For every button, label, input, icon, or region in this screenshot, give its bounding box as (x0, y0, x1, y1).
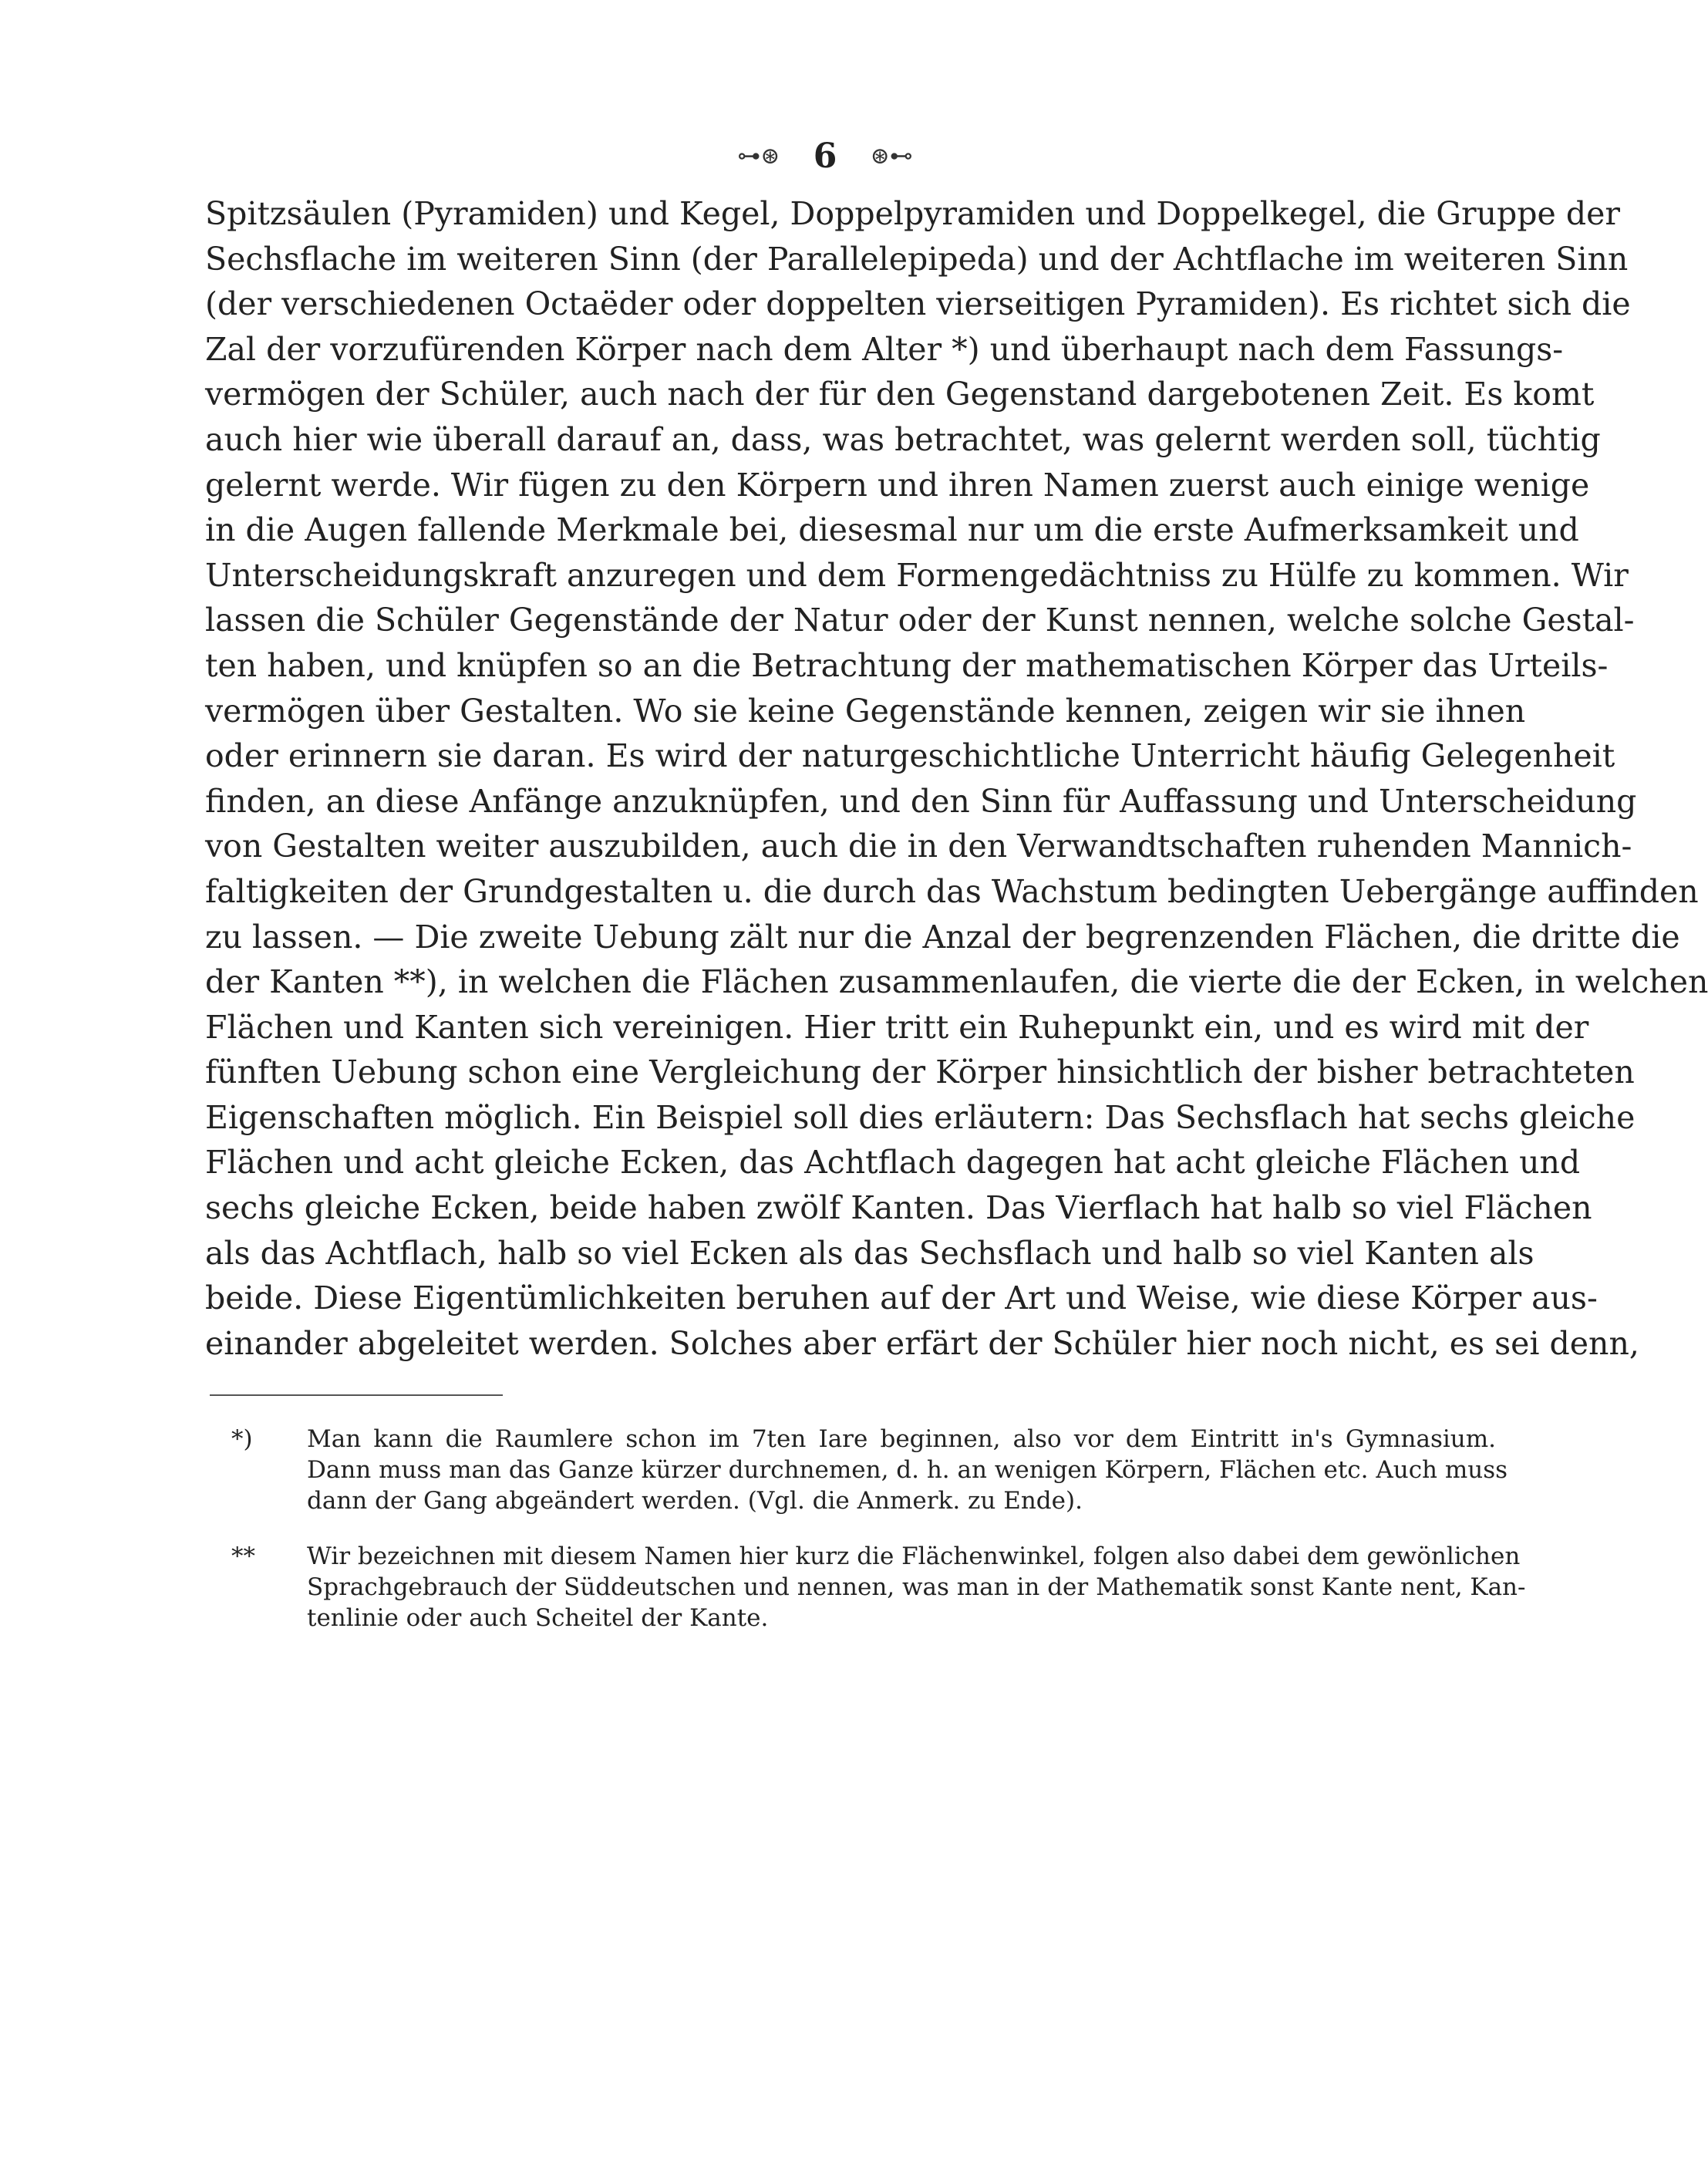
footnote-line: Dann muss man das Ganze kürzer durchnemen, d. h. an wenigen Körpern, Flächen etc. Auch muss (307, 1456, 1508, 1484)
text-line: lassen die Schüler Gegenstände der Natur oder der Kunst nennen, welche solche Gestal- (205, 602, 1635, 639)
footnote-marker: *) (231, 1425, 253, 1453)
text-line: finden, an diese Anfänge anzuknüpfen, und den Sinn für Auffassung und Unterscheidung (205, 782, 1637, 820)
footnote-divider (210, 1394, 503, 1396)
text-line: Flächen und acht gleiche Ecken, das Achtflach dagegen hat acht gleiche Flächen und (205, 1144, 1581, 1182)
text-line: der Kanten **), in welchen die Flächen zusammenlaufen, die vierte die der Ecken, in welchen (205, 963, 1708, 1001)
footnotes (231, 1424, 1526, 1633)
text-line: Unterscheidungskraft anzuregen und dem Formengedächtniss zu Hülfe zu kommen. Wir (205, 556, 1629, 594)
footnote-text: Man kann die Raumlere schon im 7ten Iare beginnen, also vor dem Eintritt in's Gymnasium. (307, 1425, 1496, 1453)
text-line: von Gestalten weiter auszubilden, auch die in den Verwandtschaften ruhenden Mannich- (205, 828, 1632, 865)
text-line: zu lassen. — Die zweite Uebung zält nur die Anzal der begrenzenden Flächen, die dritte die (205, 918, 1680, 956)
left-ornament-icon: ⊶⊛ (737, 142, 780, 170)
footnote-1 (231, 1424, 1508, 1516)
text-line: beide. Diese Eigentümlichkeiten beruhen auf der Art und Weise, wie diese Körper aus- (205, 1279, 1598, 1317)
right-ornament-icon: ⊛⊷ (870, 142, 913, 170)
text-line: ten haben, und knüpfen so an die Betrachtung der mathematischen Körper das Urteils- (205, 646, 1609, 684)
text-line: Sechsflache im weiteren Sinn (der Parallelepipeda) und der Achtflache im weiteren Sinn (205, 240, 1629, 278)
text-line: gelernt werde. Wir fügen zu den Körpern und ihren Namen zuerst auch einige wenige (205, 466, 1590, 504)
text-line: (der verschiedenen Octaëder oder doppelten vierseitigen Pyramiden). Es richtet sich die (205, 285, 1631, 323)
footnote-line (231, 1424, 1496, 1455)
text-line: als das Achtflach, halb so viel Ecken als das Sechsflach und halb so viel Kanten als (205, 1234, 1535, 1272)
text-line: fünften Uebung schon eine Vergleichung der Körper hinsichtlich der bisher betrachteten (205, 1054, 1635, 1091)
page-header (0, 133, 1650, 178)
main-text (205, 191, 1708, 1366)
footnote-marker: ** (231, 1542, 255, 1570)
text-line: einander abgeleitet werden. Solches aber erfärt der Schüler hier noch nicht, es sei denn, (205, 1324, 1639, 1362)
text-line: sechs gleiche Ecken, beide haben zwölf Kanten. Das Vierflach hat halb so viel Flächen (205, 1189, 1592, 1227)
footnote-line (231, 1541, 1521, 1572)
text-line: oder erinnern sie daran. Es wird der naturgeschichtliche Unterricht häufig Gelegenheit (205, 737, 1615, 775)
text-line: Eigenschaften möglich. Ein Beispiel soll dies erläutern: Das Sechsflach hat sechs gleiche (205, 1098, 1636, 1136)
text-line: Spitzsäulen (Pyramiden) und Kegel, Doppelpyramiden und Doppelkegel, die Gruppe der (205, 195, 1620, 232)
text-line: Zal der vorzufürenden Körper nach dem Alter *) und überhaupt nach dem Fassungs- (205, 330, 1564, 368)
text-line: faltigkeiten der Grundgestalten u. die durch das Wachstum bedingten Uebergänge auffinden (205, 872, 1699, 910)
text-line: vermögen über Gestalten. Wo sie keine Gegenstände kennen, zeigen wir sie ihnen (205, 692, 1526, 730)
text-line: vermögen der Schüler, auch nach der für den Gegenstand dargebotenen Zeit. Es komt (205, 376, 1595, 413)
text-line: in die Augen fallende Merkmale bei, diesesmal nur um die erste Aufmerksamkeit und (205, 511, 1579, 549)
text-line: Flächen und Kanten sich vereinigen. Hier tritt ein Ruhepunkt ein, und es wird mit der (205, 1008, 1589, 1046)
footnote-line: dann der Gang abgeändert werden. (Vgl. die Anmerk. zu Ende). (307, 1487, 1083, 1515)
footnote-line: tenlinie oder auch Scheitel der Kante. (307, 1604, 769, 1632)
text-line: auch hier wie überall darauf an, dass, was betrachtet, was gelernt werden soll, tüchtig (205, 420, 1601, 458)
footnote-text: Wir bezeichnen mit diesem Namen hier kurz die Flächenwinkel, folgen also dabei dem gewönlichen (307, 1542, 1521, 1570)
footnote-line: Sprachgebrauch der Süddeutschen und nennen, was man in der Mathematik sonst Kante nent, Kan- (307, 1573, 1526, 1601)
page-number: 6 (813, 136, 837, 176)
footnote-2 (231, 1541, 1526, 1633)
